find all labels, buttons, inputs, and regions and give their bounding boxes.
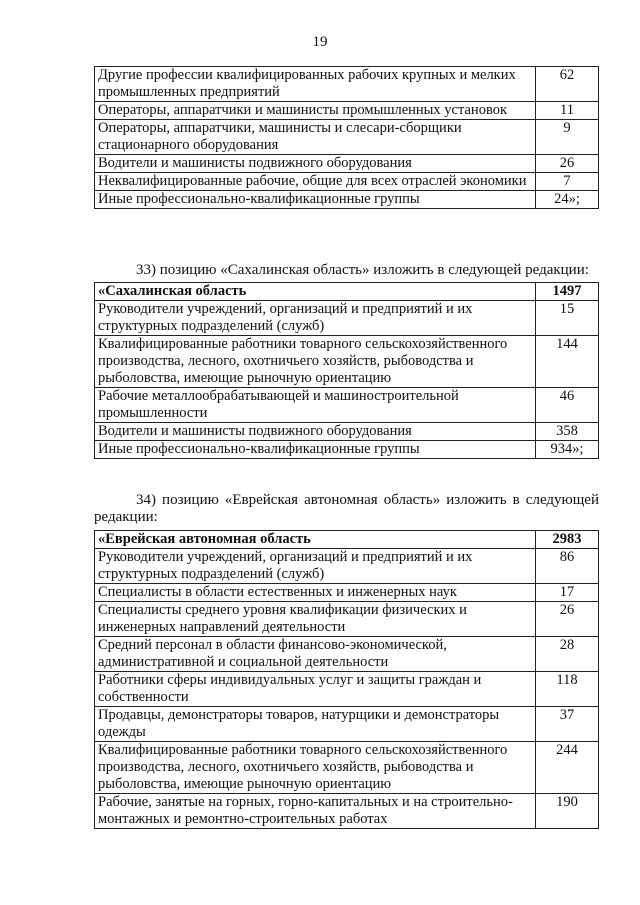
table-row xyxy=(95,549,599,584)
occupations-table-previous xyxy=(94,66,599,209)
table-row xyxy=(95,120,599,155)
row-value: 86 xyxy=(536,549,599,584)
table-row xyxy=(95,584,599,602)
region-total: 1497 xyxy=(536,283,599,301)
row-value: 144 xyxy=(536,336,599,388)
table-row xyxy=(95,336,599,388)
table-row xyxy=(95,67,599,102)
table-row xyxy=(95,794,599,829)
row-label: Продавцы, демонстраторы товаров, натурщики и демонстраторы одежды xyxy=(95,707,536,742)
row-label: Рабочие, занятые на горных, горно-капитальных и на строительно-монтажных и ремонтно-строительных работах xyxy=(95,794,536,829)
sakhalin-region-table xyxy=(94,282,599,459)
row-label: Работники сферы индивидуальных услуг и защиты граждан и собственности xyxy=(95,672,536,707)
row-label: Специалисты среднего уровня квалификации физических и инженерных направлений деятельности xyxy=(95,602,536,637)
row-label: Квалифицированные работники товарного сельскохозяйственного производства, лесного, охотничьего хозяйств, рыбоводства и рыболовства, имеющие рыночную ориентацию xyxy=(95,742,536,794)
amendment-paragraph-34: 34) позицию «Еврейская автономная область» изложить в следующей редакции: xyxy=(94,492,599,525)
row-label: Иные профессионально-квалификационные группы xyxy=(95,191,536,209)
table-row xyxy=(95,637,599,672)
row-label: Руководители учреждений, организаций и предприятий и их структурных подразделений (служб) xyxy=(95,301,536,336)
table-row xyxy=(95,102,599,120)
row-label: Квалифицированные работники товарного сельскохозяйственного производства, лесного, охотничьего хозяйств, рыбоводства и рыболовства, имеющие рыночную ориентацию xyxy=(95,336,536,388)
row-value: 26 xyxy=(536,602,599,637)
row-label: Операторы, аппаратчики и машинисты промышленных установок xyxy=(95,102,536,120)
table-row xyxy=(95,707,599,742)
row-label: Операторы, аппаратчики, машинисты и слесари-сборщики стационарного оборудования xyxy=(95,120,536,155)
row-value: 24»; xyxy=(536,191,599,209)
page-number: 19 xyxy=(312,34,328,50)
table-row xyxy=(95,441,599,459)
row-value: 37 xyxy=(536,707,599,742)
row-value: 358 xyxy=(536,423,599,441)
row-label: Средний персонал в области финансово-экономической, административной и социальной деятельности xyxy=(95,637,536,672)
row-value: 11 xyxy=(536,102,599,120)
row-value: 244 xyxy=(536,742,599,794)
row-label: Водители и машинисты подвижного оборудования xyxy=(95,423,536,441)
row-value: 46 xyxy=(536,388,599,423)
row-value: 7 xyxy=(536,173,599,191)
table-row xyxy=(95,742,599,794)
table-header-row xyxy=(95,283,599,301)
row-label: Водители и машинисты подвижного оборудования xyxy=(95,155,536,173)
row-value: 26 xyxy=(536,155,599,173)
row-value: 15 xyxy=(536,301,599,336)
region-total: 2983 xyxy=(536,531,599,549)
row-label: Рабочие металлообрабатывающей и машиностроительной промышленности xyxy=(95,388,536,423)
row-value: 62 xyxy=(536,67,599,102)
row-value: 9 xyxy=(536,120,599,155)
table-row xyxy=(95,672,599,707)
table-row xyxy=(95,191,599,209)
row-label: Неквалифицированные рабочие, общие для всех отраслей экономики xyxy=(95,173,536,191)
jewish-autonomous-region-table xyxy=(94,530,599,829)
row-value: 17 xyxy=(536,584,599,602)
row-label: Руководители учреждений, организаций и предприятий и их структурных подразделений (служб) xyxy=(95,549,536,584)
row-label: Другие профессии квалифицированных рабочих крупных и мелких промышленных предприятий xyxy=(95,67,536,102)
row-value: 118 xyxy=(536,672,599,707)
table-row xyxy=(95,155,599,173)
row-label: Специалисты в области естественных и инженерных наук xyxy=(95,584,536,602)
row-value: 934»; xyxy=(536,441,599,459)
row-label: Иные профессионально-квалификационные группы xyxy=(95,441,536,459)
amendment-paragraph-33: 33) позицию «Сахалинская область» изложить в следующей редакции: xyxy=(136,262,589,278)
table-row xyxy=(95,602,599,637)
table-header-row xyxy=(95,531,599,549)
table-row xyxy=(95,173,599,191)
table-row xyxy=(95,301,599,336)
table-row xyxy=(95,388,599,423)
table-row xyxy=(95,423,599,441)
region-name: «Сахалинская область xyxy=(95,283,536,301)
region-name: «Еврейская автономная область xyxy=(95,531,536,549)
row-value: 28 xyxy=(536,637,599,672)
row-value: 190 xyxy=(536,794,599,829)
